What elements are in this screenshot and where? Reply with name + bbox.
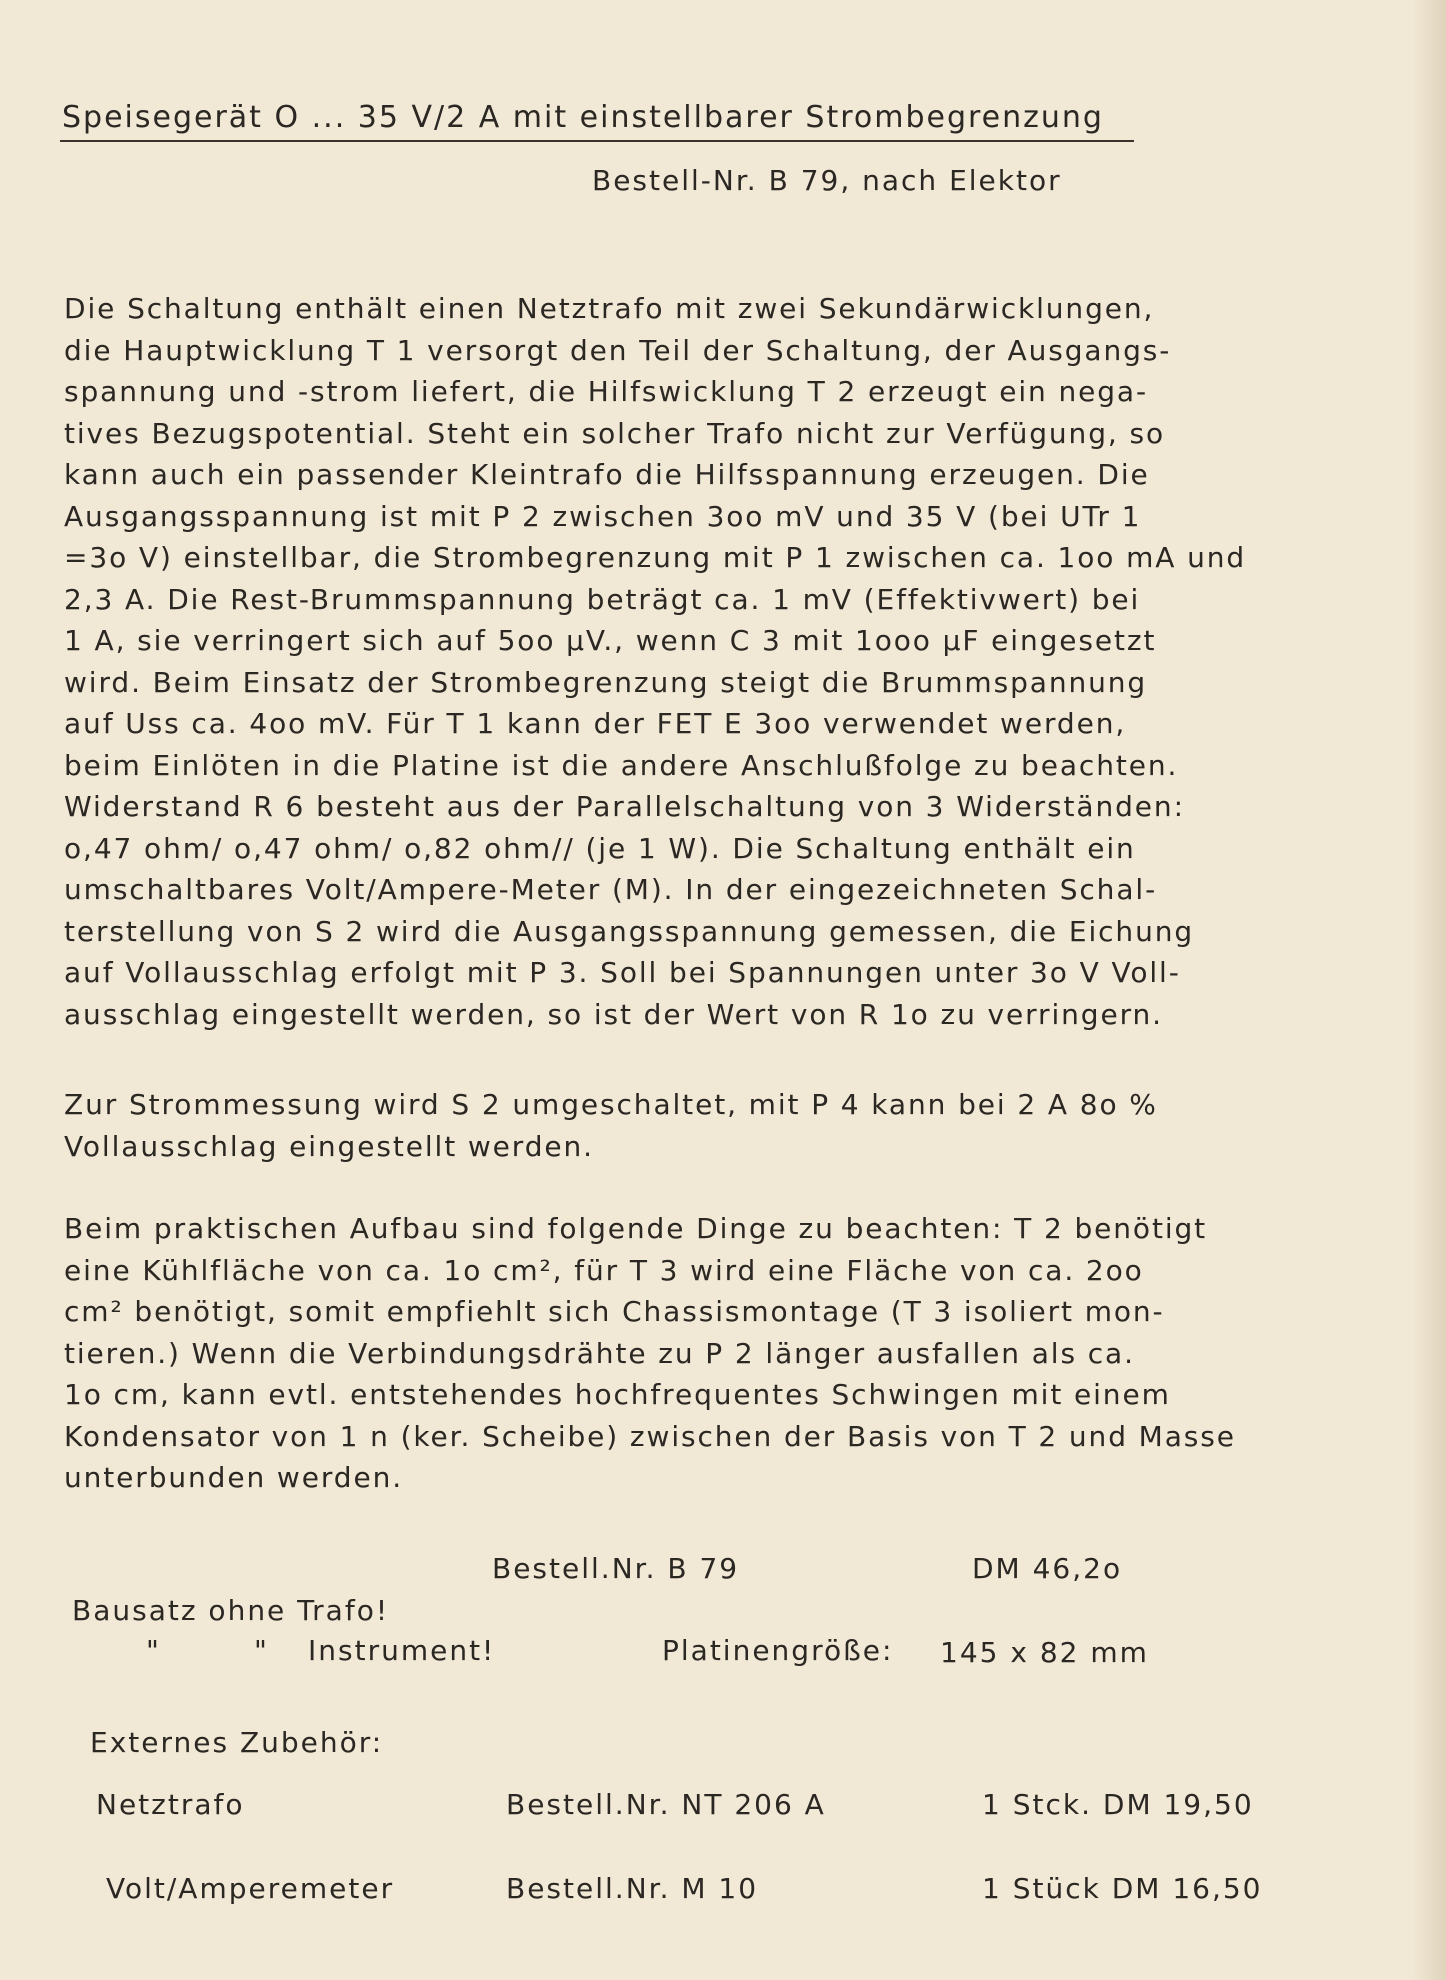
text-line: 1 A, sie verringert sich auf 5oo µV., wenn C 3 mit 1ooo µF eingesetzt	[64, 624, 1157, 657]
text-line: wird. Beim Einsatz der Strombegrenzung steigt die Brummspannung	[64, 665, 1148, 699]
text-line: unterbunden werden.	[64, 1461, 404, 1494]
text-line: Widerstand R 6 besteht aus der Parallelschaltung von 3 Widerständen:	[64, 790, 1185, 823]
paragraph-description	[64, 288, 1384, 1035]
ditto-mark: "	[254, 1634, 269, 1667]
accessory-quantity-price: 1 Stück DM 16,50	[982, 1872, 1263, 1905]
text-line: umschaltbares Volt/Ampere-Meter (M). In der eingezeichneten Schal-	[64, 873, 1158, 906]
text-line: o,47 ohm/ o,47 ohm/ o,82 ohm// (je 1 W). Die Schaltung enthält ein	[64, 831, 1136, 865]
page-edge-shadow	[1412, 0, 1446, 1980]
accessory-name: Netztrafo	[96, 1788, 245, 1821]
text-line: tieren.) Wenn die Verbindungsdrähte zu P 2 länger ausfallen als ca.	[64, 1336, 1135, 1370]
text-line: Zur Strommessung wird S 2 umgeschaltet, mit P 4 kann bei 2 A 8o %	[64, 1088, 1158, 1121]
kit-note-instrument: Instrument!	[308, 1634, 496, 1667]
text-line: auf Vollausschlag erfolgt mit P 3. Soll bei Spannungen unter 3o V Voll-	[64, 956, 1181, 989]
text-line: spannung und -strom liefert, die Hilfswicklung T 2 erzeugt ein nega-	[64, 375, 1148, 408]
paragraph-current-measurement	[64, 1084, 1384, 1167]
text-line: 2,3 A. Die Rest-Brummspannung beträgt ca. 1 mV (Effektivwert) bei	[64, 582, 1141, 616]
accessory-order-number: Bestell.Nr. M 10	[506, 1872, 759, 1905]
title-underline	[60, 140, 1134, 142]
document-title: Speisegerät O ... 35 V/2 A mit einstellbarer Strombegrenzung	[62, 100, 1104, 135]
text-line: Ausgangsspannung ist mit P 2 zwischen 3oo mV und 35 V (bei UTr 1	[64, 499, 1142, 533]
accessory-order-number: Bestell.Nr. NT 206 A	[506, 1788, 826, 1821]
kit-note-no-trafo: Bausatz ohne Trafo!	[72, 1594, 390, 1627]
text-line: eine Kühlfläche von ca. 1o cm², für T 3 wird eine Fläche von ca. 2oo	[64, 1253, 1144, 1287]
text-line: die Hauptwicklung T 1 versorgt den Teil der Schaltung, der Ausgangs-	[64, 333, 1172, 367]
text-line: terstellung von S 2 wird die Ausgangsspannung gemessen, die Eichung	[64, 914, 1195, 948]
text-line: kann auch ein passender Kleintrafo die Hilfsspannung erzeugen. Die	[64, 458, 1150, 491]
text-line: 1o cm, kann evtl. entstehendes hochfrequentes Schwingen mit einem	[64, 1378, 1171, 1411]
accessories-heading: Externes Zubehör:	[90, 1726, 384, 1759]
text-line: Die Schaltung enthält einen Netztrafo mit zwei Sekundärwicklungen,	[64, 292, 1155, 325]
order-note: Bestell-Nr. B 79, nach Elektor	[592, 164, 1062, 197]
board-size-value: 145 x 82 mm	[940, 1636, 1149, 1669]
accessory-name: Volt/Amperemeter	[106, 1872, 395, 1905]
text-line: Beim praktischen Aufbau sind folgende Dinge zu beachten: T 2 benötigt	[64, 1212, 1208, 1245]
kit-price: DM 46,2o	[972, 1552, 1123, 1585]
text-line: beim Einlöten in die Platine ist die andere Anschlußfolge zu beachten.	[64, 748, 1179, 782]
text-line: cm² benötigt, somit empfiehlt sich Chassismontage (T 3 isoliert mon-	[64, 1295, 1165, 1328]
text-line: =3o V) einstellbar, die Strombegrenzung mit P 1 zwischen ca. 1oo mA und	[64, 541, 1247, 574]
kit-order-number: Bestell.Nr. B 79	[492, 1552, 740, 1585]
text-line: ausschlag eingestellt werden, so ist der Wert von R 1o zu verringern.	[64, 997, 1163, 1031]
text-line: Kondensator von 1 n (ker. Scheibe) zwischen der Basis von T 2 und Masse	[64, 1419, 1236, 1453]
text-line: auf Uss ca. 4oo mV. Für T 1 kann der FET E 3oo verwendet werden,	[64, 707, 1127, 740]
accessory-quantity-price: 1 Stck. DM 19,50	[982, 1788, 1254, 1821]
board-size-label: Platinengröße:	[662, 1634, 894, 1667]
ditto-mark: "	[146, 1634, 161, 1667]
text-line: Vollausschlag eingestellt werden.	[64, 1129, 594, 1163]
text-line: tives Bezugspotential. Steht ein solcher Trafo nicht zur Verfügung, so	[64, 416, 1165, 450]
paragraph-assembly-notes	[64, 1208, 1384, 1499]
